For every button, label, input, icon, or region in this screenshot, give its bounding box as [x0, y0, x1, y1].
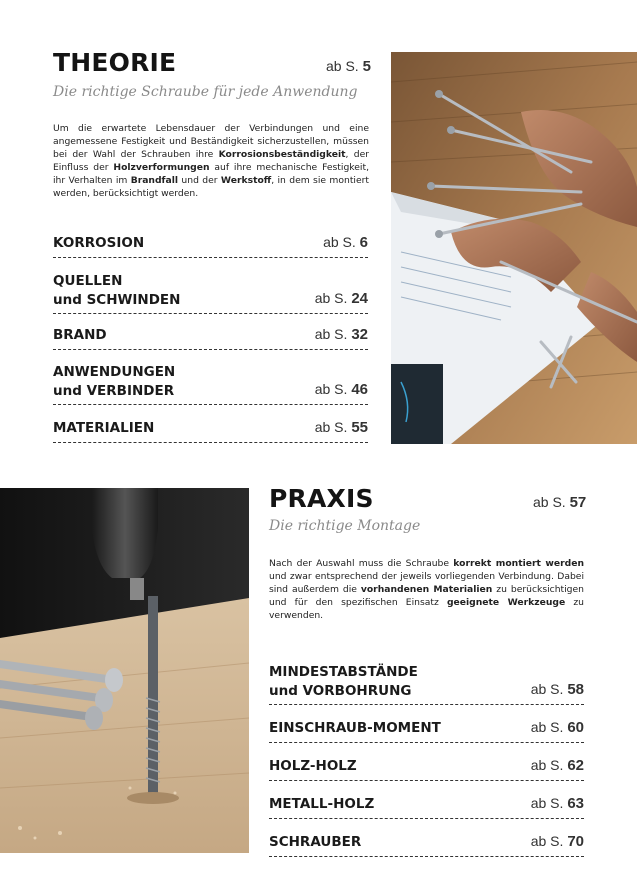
toc-ref-prefix: ab S.	[314, 419, 348, 435]
toc-row[interactable]	[269, 819, 584, 857]
toc-row[interactable]	[53, 405, 368, 443]
toc-row[interactable]	[53, 222, 368, 258]
toc-ref-page-number: 60	[567, 719, 584, 736]
theorie-intro-segment: Werkstoff	[220, 175, 272, 186]
toc-item-line1: ANWENDUNGEN	[53, 364, 176, 380]
toc-item-page-ref	[531, 681, 584, 698]
praxis-photo-drill-screw	[0, 488, 249, 853]
toc-item-line1: HOLZ-HOLZ	[269, 758, 357, 774]
toc-item-page-ref	[531, 795, 584, 812]
theorie-ref-page: 5	[362, 58, 371, 75]
toc-item-label	[269, 833, 361, 852]
praxis-page-ref	[533, 494, 586, 511]
toc-item-page-ref	[315, 419, 368, 436]
toc-ref-page-number: 62	[567, 757, 584, 774]
toc-item-label	[269, 757, 357, 776]
praxis-intro-segment: zu verwenden.	[269, 597, 584, 621]
toc-item-label	[269, 719, 441, 738]
toc-row[interactable]	[269, 781, 584, 819]
theorie-toc	[53, 222, 368, 443]
theorie-intro-segment: Korrosionsbeständigkeit	[218, 149, 346, 160]
toc-row[interactable]	[269, 705, 584, 743]
toc-ref-prefix: ab S.	[530, 795, 564, 811]
theorie-intro	[53, 122, 369, 200]
theorie-ref-prefix: ab S.	[326, 58, 359, 74]
toc-item-label	[53, 326, 107, 345]
toc-ref-page-number: 63	[567, 795, 584, 812]
toc-item-line2: und VERBINDER	[53, 382, 175, 399]
toc-ref-page-number: 32	[351, 326, 368, 343]
toc-ref-prefix: ab S.	[314, 290, 348, 306]
toc-ref-prefix: ab S.	[314, 326, 348, 342]
theorie-intro-segment: auf ihre mechanische Festigkeit, ihr Verhalten im	[53, 162, 370, 186]
praxis-intro-segment: und zwar entsprechend der jeweils vorliegenden Verbindung. Dabei sind außerdem die	[269, 571, 584, 595]
toc-item-page-ref	[323, 234, 368, 251]
toc-item-page-ref	[315, 290, 368, 307]
toc-ref-prefix: ab S.	[323, 234, 356, 250]
praxis-intro-segment: korrekt montiert werden	[453, 558, 584, 569]
toc-item-line1: BRAND	[53, 327, 107, 343]
toc-item-page-ref	[531, 757, 584, 774]
toc-ref-page-number: 58	[567, 681, 584, 698]
toc-item-line1: MINDESTABSTÄNDE	[269, 664, 418, 680]
toc-item-line1: QUELLEN	[53, 273, 123, 289]
toc-ref-prefix: ab S.	[530, 681, 564, 697]
toc-row[interactable]	[269, 651, 584, 705]
toc-row[interactable]	[53, 314, 368, 350]
theorie-intro-segment: Um die erwartete Lebensdauer der Verbindungen und eine angemessene Festigkeit und Beständigkeit sicherzustellen, müssen bei der Wahl der Schrauben ihre	[53, 123, 369, 160]
toc-item-label	[53, 363, 175, 400]
toc-ref-prefix: ab S.	[530, 757, 564, 773]
theorie-intro-segment: und der	[178, 175, 221, 186]
theorie-intro-segment: Brandfall	[130, 175, 179, 186]
praxis-intro	[269, 557, 584, 622]
toc-item-line1: KORROSION	[53, 235, 145, 251]
toc-item-line2: und SCHWINDEN	[53, 291, 181, 308]
toc-item-line2: und VORBOHRUNG	[269, 682, 412, 699]
praxis-title: PRAXIS	[269, 484, 374, 513]
drill-screw-illustration	[0, 488, 249, 853]
theorie-intro-segment: Holzverformungen	[113, 162, 210, 173]
toc-item-page-ref	[315, 381, 368, 398]
hands-screws-illustration	[391, 52, 637, 444]
toc-item-page-ref	[315, 326, 368, 343]
toc-item-label	[269, 663, 418, 700]
toc-row[interactable]	[269, 743, 584, 781]
toc-ref-page-number: 6	[359, 234, 368, 251]
toc-ref-prefix: ab S.	[530, 719, 564, 735]
theorie-photo-hands-screws	[391, 52, 637, 444]
praxis-ref-page: 57	[569, 494, 587, 511]
theorie-subtitle: Die richtige Schraube für jede Anwendung	[53, 84, 358, 100]
toc-row[interactable]	[53, 258, 368, 314]
praxis-toc	[269, 651, 584, 857]
toc-item-label	[53, 234, 144, 253]
theorie-page-ref	[326, 58, 371, 75]
praxis-intro-segment: Nach der Auswahl muss die Schraube	[269, 558, 454, 569]
toc-item-line1: SCHRAUBER	[269, 834, 362, 850]
theorie-intro-segment: , in dem sie montiert werden, berücksichtigt werden.	[53, 175, 370, 199]
toc-item-line1: MATERIALIEN	[53, 420, 155, 436]
praxis-subtitle: Die richtige Montage	[269, 518, 421, 534]
theorie-title: THEORIE	[53, 48, 177, 77]
toc-row[interactable]	[53, 350, 368, 405]
toc-item-page-ref	[531, 833, 584, 850]
praxis-intro-segment: geeignete Werkzeuge	[446, 597, 566, 608]
praxis-intro-segment: zu berücksichtigen und für den spezifischen Einsatz	[269, 584, 584, 608]
toc-ref-page-number: 70	[567, 833, 584, 850]
toc-ref-page-number: 24	[351, 290, 368, 307]
praxis-intro-segment: vorhandenen Materialien	[360, 584, 493, 595]
toc-ref-prefix: ab S.	[530, 833, 564, 849]
toc-item-line1: EINSCHRAUB-MOMENT	[269, 720, 441, 736]
toc-item-label	[53, 272, 180, 309]
toc-item-label	[269, 795, 374, 814]
toc-ref-page-number: 55	[351, 419, 368, 436]
toc-item-line1: METALL-HOLZ	[269, 796, 375, 812]
praxis-ref-prefix: ab S.	[533, 494, 566, 510]
toc-ref-prefix: ab S.	[314, 381, 348, 397]
toc-ref-page-number: 46	[351, 381, 368, 398]
toc-item-label	[53, 419, 154, 438]
toc-item-page-ref	[531, 719, 584, 736]
theorie-intro-segment: , der Einfluss der	[53, 149, 369, 173]
